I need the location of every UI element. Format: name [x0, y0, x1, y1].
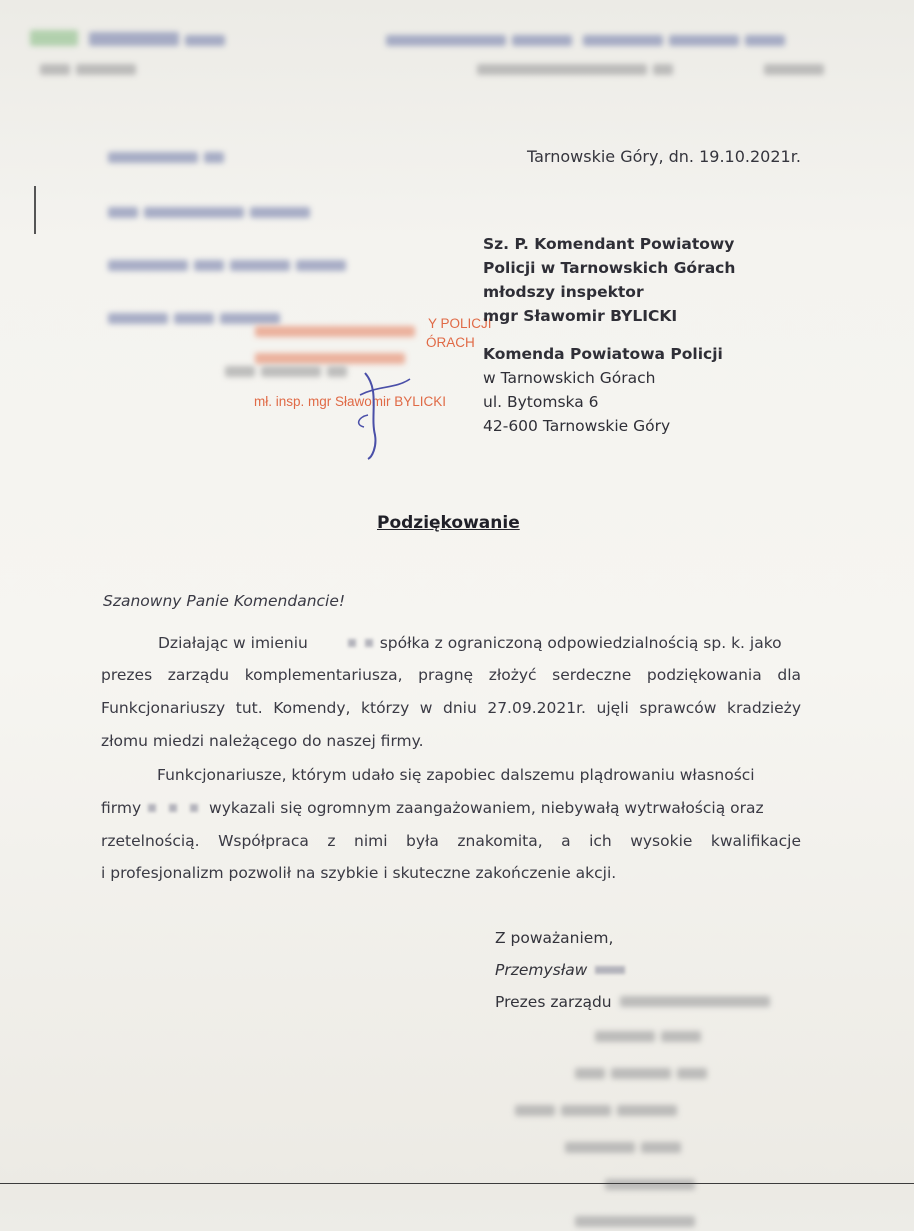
paragraph-2-line-2-start: firmy: [101, 799, 142, 817]
recipient-line-4: mgr Sławomir BYLICKI: [483, 307, 678, 325]
salutation: Szanowny Panie Komendancie!: [103, 592, 346, 610]
paragraph-2-line-2-end: wykazali się ogromnym zaangażowaniem, niebywałą wytrwałością oraz: [209, 799, 764, 817]
redacted-mark: [365, 639, 373, 647]
recipient-line-2: Policji w Tarnowskich Górach: [483, 259, 736, 277]
redacted-company-stamp: [455, 992, 775, 1231]
redacted-letterhead: [30, 30, 890, 50]
office-line-3: ul. Bytomska 6: [483, 393, 599, 411]
paragraph-1-line-2: prezes zarządu komplementariusza, pragnę złożyć serdeczne podziękowania dla: [101, 666, 801, 684]
letter-title: Podziękowanie: [377, 513, 520, 533]
office-line-1: Komenda Powiatowa Policji: [483, 345, 723, 363]
redacted-letterhead-line2: [40, 60, 880, 79]
signer-first-name: Przemysław: [495, 961, 588, 979]
handwritten-signature: [320, 355, 440, 465]
redacted-mark: [169, 804, 177, 812]
signer-role: Prezes zarządu: [495, 993, 612, 1011]
paragraph-2-line-1: Funkcjonariusze, którym udało się zapobiec dalszemu plądrowaniu własności: [157, 766, 755, 784]
recipient-line-1: Sz. P. Komendant Powiatowy: [483, 235, 735, 253]
stamp-fragment-1: Y POLICJI: [428, 316, 492, 331]
paragraph-2-line-3: rzetelnością. Współpraca z nimi była znakomita, a ich wysokie kwalifikacje: [101, 832, 801, 850]
paragraph-2-line-4: i profesjonalizm pozwolił na szybkie i skuteczne zakończenie akcji.: [101, 864, 617, 882]
paragraph-1-line-3: Funkcjonariuszy tut. Komendy, którzy w dniu 27.09.2021r. ujęli sprawców kradzieży: [101, 699, 801, 717]
recipient-line-3: młodszy inspektor: [483, 283, 644, 301]
redacted-surname: [595, 966, 625, 974]
paragraph-1-line-1: [158, 634, 782, 652]
paragraph-2-line-2: [101, 799, 764, 817]
redacted-mark: [348, 639, 356, 647]
office-address-block: [483, 342, 723, 438]
margin-mark: [34, 186, 36, 234]
recipient-block: [483, 232, 735, 328]
paragraph-1-line-4: złomu miedzi należącego do naszej firmy.: [101, 732, 424, 750]
office-line-2: w Tarnowskich Górach: [483, 369, 656, 387]
page-bottom-edge: [0, 1183, 914, 1184]
stamp-name-line: mł. insp. mgr Sławomir BYLICKI: [254, 394, 447, 409]
date-line: Tarnowskie Góry, dn. 19.10.2021r.: [527, 147, 801, 166]
redacted-mark: [190, 804, 198, 812]
stamp-fragment-2: ÓRACH: [426, 335, 475, 350]
paragraph-1-line-1-start: Działając w imieniu: [158, 634, 308, 652]
paragraph-1-line-1-end: spółka z ograniczoną odpowiedzialnością sp. k. jako: [379, 634, 782, 652]
closing-line: Z poważaniem,: [495, 929, 614, 947]
office-line-4: 42-600 Tarnowskie Góry: [483, 417, 671, 435]
redacted-mark: [148, 804, 156, 812]
redacted-sender-block: [108, 148, 428, 328]
